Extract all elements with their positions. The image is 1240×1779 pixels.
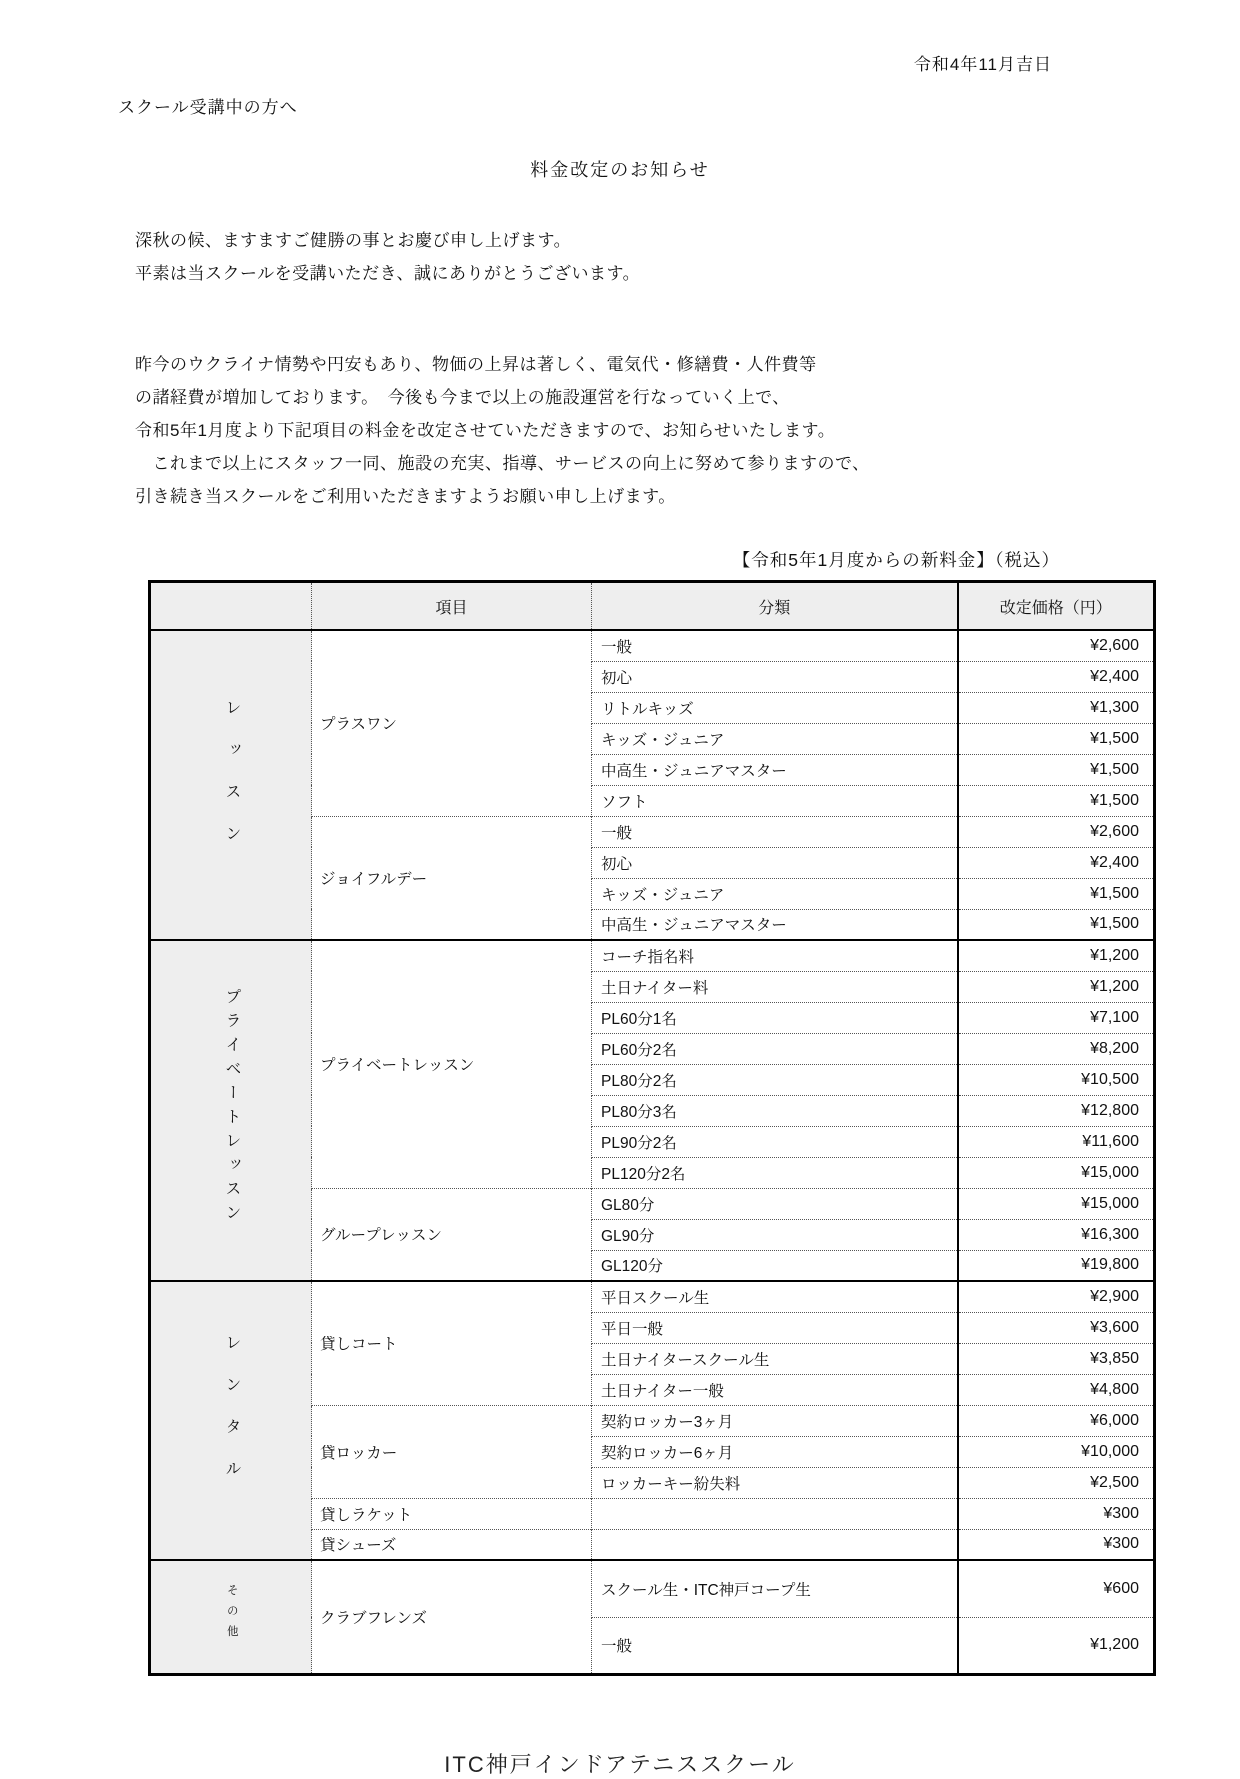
price-cell: ¥2,600 <box>958 630 1155 661</box>
category-cell: 初心 <box>592 661 958 692</box>
group-label: レッスン <box>223 698 240 867</box>
price-cell: ¥1,500 <box>958 723 1155 754</box>
page-title: 料金改定のお知らせ <box>530 160 710 180</box>
price-cell: ¥10,500 <box>958 1064 1155 1095</box>
price-cell: ¥2,400 <box>958 847 1155 878</box>
price-cell: ¥8,200 <box>958 1033 1155 1064</box>
category-cell: スクール生・ITC神戸コープ生 <box>592 1560 958 1617</box>
price-cell: ¥1,300 <box>958 692 1155 723</box>
price-cell: ¥2,500 <box>958 1467 1155 1498</box>
category-cell: ロッカーキー紛失料 <box>592 1467 958 1498</box>
category-cell <box>592 1529 958 1560</box>
category-cell: 一般 <box>592 630 958 661</box>
price-cell: ¥300 <box>958 1529 1155 1560</box>
category-cell: リトルキッズ <box>592 692 958 723</box>
header-category-col: 分類 <box>592 582 958 631</box>
price-cell: ¥1,200 <box>958 971 1155 1002</box>
price-cell: ¥2,400 <box>958 661 1155 692</box>
table-caption: 【令和5年1月度からの新料金】（税込） <box>732 550 1060 570</box>
category-cell: 一般 <box>592 1617 958 1674</box>
price-cell: ¥1,500 <box>958 909 1155 940</box>
group-label-cell <box>150 1560 312 1674</box>
item-name-cell: プラスワン <box>312 630 592 816</box>
price-cell: ¥6,000 <box>958 1405 1155 1436</box>
paragraph: 昨今のウクライナ情勢や円安もあり、物価の上昇は著しく、電気代・修繕費・人件費等 <box>135 355 817 374</box>
price-cell: ¥4,800 <box>958 1374 1155 1405</box>
header-item-col: 項目 <box>312 582 592 631</box>
item-name-cell: 貸しラケット <box>312 1498 592 1529</box>
price-cell: ¥600 <box>958 1560 1155 1617</box>
table-header-row <box>150 582 1155 631</box>
category-cell: 平日一般 <box>592 1312 958 1343</box>
body-paragraphs <box>0 224 1240 513</box>
price-cell: ¥12,800 <box>958 1095 1155 1126</box>
price-cell: ¥300 <box>958 1498 1155 1529</box>
category-cell: 土日ナイタースクール生 <box>592 1343 958 1374</box>
paragraph: 引き続き当スクールをご利用いただきますようお願い申し上げます。 <box>135 487 676 506</box>
item-name-cell: 貸ロッカー <box>312 1405 592 1498</box>
salutation: スクール受講中の方へ <box>118 98 298 117</box>
category-cell: 平日スクール生 <box>592 1281 958 1312</box>
price-cell: ¥16,300 <box>958 1219 1155 1250</box>
item-name-cell: 貸しコート <box>312 1281 592 1405</box>
item-name-cell: クラブフレンズ <box>312 1560 592 1674</box>
paragraph: これまで以上にスタッフ一同、施設の充実、指導、サービスの向上に努めて参りますので、 <box>135 454 870 473</box>
price-cell: ¥1,200 <box>958 940 1155 971</box>
category-cell: 中高生・ジュニアマスター <box>592 754 958 785</box>
category-cell: 契約ロッカー6ヶ月 <box>592 1436 958 1467</box>
paragraph: の諸経費が増加しております。 今後も今まで以上の施設運営を行なっていく上で、 <box>135 388 790 407</box>
price-cell: ¥7,100 <box>958 1002 1155 1033</box>
table-row <box>150 1560 1155 1617</box>
category-cell: PL80分2名 <box>592 1064 958 1095</box>
group-label: レンタル <box>223 1334 240 1502</box>
category-cell: PL120分2名 <box>592 1157 958 1188</box>
category-cell: キッズ・ジュニア <box>592 878 958 909</box>
price-cell: ¥15,000 <box>958 1157 1155 1188</box>
category-cell: 一般 <box>592 816 958 847</box>
group-label-cell <box>150 1281 312 1560</box>
price-cell: ¥19,800 <box>958 1250 1155 1281</box>
category-cell: GL120分 <box>592 1250 958 1281</box>
document-date: 令和4年11月吉日 <box>913 55 1052 74</box>
category-cell: キッズ・ジュニア <box>592 723 958 754</box>
price-cell: ¥1,500 <box>958 785 1155 816</box>
item-name-cell: ジョイフルデー <box>312 816 592 940</box>
paragraph: 深秋の候、ますますご健勝の事とお慶び申し上げます。 <box>135 231 572 250</box>
table-row <box>150 1281 1155 1312</box>
category-cell: PL90分2名 <box>592 1126 958 1157</box>
category-cell: PL80分3名 <box>592 1095 958 1126</box>
price-cell: ¥1,500 <box>958 754 1155 785</box>
category-cell: 土日ナイター一般 <box>592 1374 958 1405</box>
category-cell: コーチ指名料 <box>592 940 958 971</box>
table-row <box>150 630 1155 661</box>
category-cell: 土日ナイター料 <box>592 971 958 1002</box>
category-cell <box>592 1498 958 1529</box>
category-cell: GL80分 <box>592 1188 958 1219</box>
paragraph: 平素は当スクールを受講いただき、誠にありがとうございます。 <box>135 264 641 283</box>
group-label-cell <box>150 940 312 1281</box>
item-name-cell: グループレッスン <box>312 1188 592 1281</box>
price-table <box>148 580 1156 1676</box>
price-cell: ¥10,000 <box>958 1436 1155 1467</box>
table-row <box>150 940 1155 971</box>
group-label: その他 <box>225 1583 238 1645</box>
footer-school-name: ITC神戸インドアテニススクール <box>444 1751 796 1777</box>
price-cell: ¥15,000 <box>958 1188 1155 1219</box>
price-cell: ¥3,850 <box>958 1343 1155 1374</box>
price-cell: ¥2,600 <box>958 816 1155 847</box>
price-cell: ¥1,500 <box>958 878 1155 909</box>
item-name-cell: 貸シューズ <box>312 1529 592 1560</box>
category-cell: 初心 <box>592 847 958 878</box>
category-cell: 契約ロッカー3ヶ月 <box>592 1405 958 1436</box>
header-price-col: 改定価格（円） <box>958 582 1155 631</box>
category-cell: 中高生・ジュニアマスター <box>592 909 958 940</box>
paragraph: 令和5年1月度より下記項目の料金を改定させていただきますので、お知らせいたします。 <box>135 421 836 440</box>
header-group-col <box>150 582 312 631</box>
price-cell: ¥1,200 <box>958 1617 1155 1674</box>
category-cell: ソフト <box>592 785 958 816</box>
item-name-cell: プライベートレッスン <box>312 940 592 1188</box>
category-cell: PL60分1名 <box>592 1002 958 1033</box>
group-label-cell <box>150 630 312 940</box>
price-cell: ¥11,600 <box>958 1126 1155 1157</box>
group-label: プライベートレッスン <box>223 988 240 1228</box>
category-cell: GL90分 <box>592 1219 958 1250</box>
category-cell: PL60分2名 <box>592 1033 958 1064</box>
price-cell: ¥2,900 <box>958 1281 1155 1312</box>
price-cell: ¥3,600 <box>958 1312 1155 1343</box>
